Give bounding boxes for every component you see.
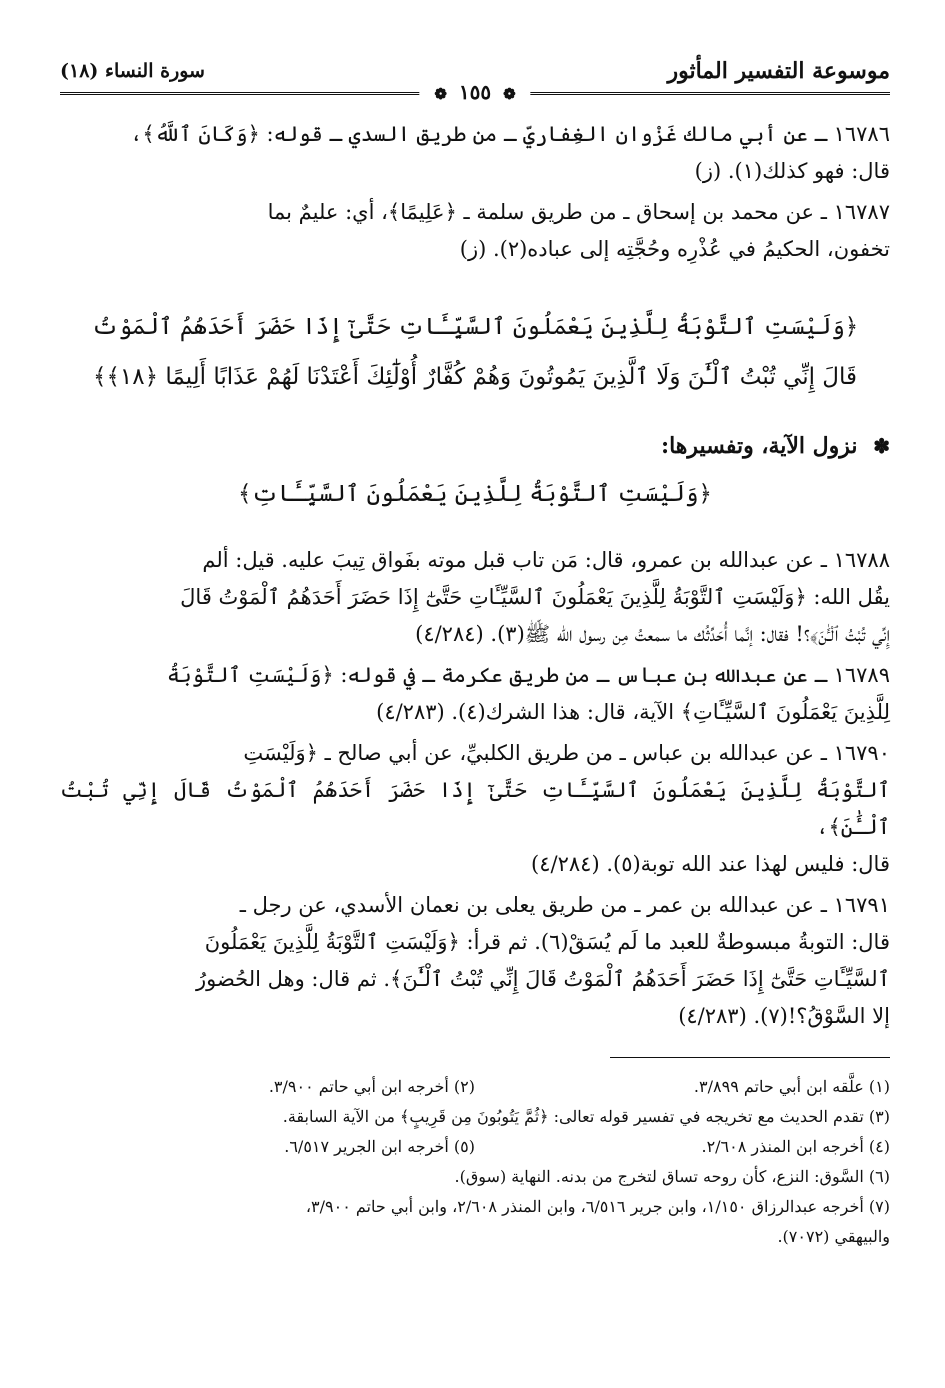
entry-line: لِلَّذِينَ يَعْمَلُونَ ٱلسَّيِّـَٔاتِ﴾ الآية، قال: هذا الشرك(٤). (٤/٢٨٣) [376,700,890,724]
entry-16787 [60,194,890,268]
section-title: نزول الآية، وتفسيرها: [660,433,858,459]
entry-line: يقُل الله: ﴿وَلَيْسَتِ ٱلتَّوْبَةُ لِلَّذِينَ يَعْمَلُونَ ٱلسَّيِّـَٔاتِ حَتَّىٰٓ إِذَا حَضَرَ أَحَدَهُمُ ٱلْمَوْتُ قَالَ [180,585,890,609]
entry-line: ٱلسَّيِّـَٔاتِ حَتَّىٰٓ إِذَا حَضَرَ أَحَدَهُمُ ٱلْمَوْتُ قَالَ إِنِّي تُبْتُ ٱلْـَٰٔنَ﴾. ثم قال: وهل الحُضورُ [195,967,890,991]
book-page [60,50,890,1252]
footnotes [60,1072,890,1252]
page-number: ١٥٥ [458,80,492,104]
entry-line: ١٦٧٨٩ ـ عن عبدالله بن عباس ـ من طريق عكرمة ـ في قوله: ﴿وَلَيْسَتِ ٱلتَّوْبَةُ [167,663,890,687]
entry-line: قال: فليس لهذا عند الله توبة(٥). (٤/٢٨٤) [531,852,890,876]
entry-16789 [60,657,890,731]
footnote-7-line: والبيهقي (٧٠٧٢). [777,1227,890,1246]
ornament-icon: ❁ [434,85,447,103]
main-entries [60,542,890,1035]
entry-16790 [60,735,890,883]
book-title: موسوعة التفسير المأثور [667,58,890,84]
entry-line: قال: فهو كذلك(١). (ز) [694,159,890,183]
entry-line: ١٦٧٨٧ ـ عن محمد بن إسحاق ـ من طريق سلمة ـ ﴿عَلِيمًا﴾، أي: عليمٌ بما [267,200,890,224]
top-entries [60,116,890,268]
page-number-box [419,80,530,104]
entry-16788 [60,542,890,653]
footnote-6: (٦) السَّوق: النزع، كأن روحه تساق لتخرج من بدنه. النهاية (سوق). [454,1167,890,1186]
entry-line: إلا السَّوْقُ؟!(٧). (٤/٢٨٣) [678,1004,890,1028]
entry-line: ١٦٧٩١ ـ عن عبدالله بن عمر ـ من طريق يعلى بن نعمان الأسدي، عن رجل ـ [239,893,890,917]
footnote-divider [610,1057,890,1058]
entry-line: ٱلتَّوْبَةُ لِلَّذِينَ يَعْمَلُونَ ٱلسَّيِّـَٔاتِ حَتَّىٰٓ إِذَا حَضَرَ أَحَدَهُمُ ٱلْمَوْتُ قَالَ إِنِّي تُبْتُ ٱلْـَٰٔنَ﴾، [60,778,890,839]
surah-label: سورة النساء (١٨) [60,60,205,82]
entry-line: ١٦٧٨٦ ـ عن أبي مالك غَزْوان الغِفاريِّ ـ من طريق السدي ـ قوله: ﴿وَكَانَ ٱللَّهُ﴾، [130,122,890,146]
entry-line: ١٦٧٨٨ ـ عن عبدالله بن عمرو، قال: مَن تاب قبل موته بفَواق تِيبَ عليه. قيل: ألم [202,548,890,572]
entry-16791 [60,887,890,1035]
footnote-1: (١) علَّقه ابن أبي حاتم ٣/٨٩٩. [693,1077,890,1096]
verse-line: ﴿وَلَيْسَتِ ٱلتَّوْبَةُ لِلَّذِينَ يَعْمَلُونَ ٱلسَّيِّـَٔاتِ حَتَّىٰٓ إِذَا حَضَرَ أَحَدَهُمُ ٱلْمَوْتُ [91,314,859,340]
entry-line: قال: التوبةُ مبسوطةٌ للعبد ما لَم يُسَقْ(٦). ثم قرأ: ﴿وَلَيْسَتِ ٱلتَّوْبَةُ لِلَّذِينَ يَعْمَلُونَ [204,930,890,954]
footnote-5: (٥) أخرجه ابن الجرير ٦/٥١٧. [284,1137,475,1156]
verse-line: قَالَ إِنِّي تُبْتُ ٱلْـَٰٔنَ وَلَا ٱلَّذِينَ يَمُوتُونَ وَهُمْ كُفَّارٌ أُوْلَٰٓئِكَ أَعْتَدْنَا لَهُمْ عَذَابًا أَلِيمًا ﴿١٨﴾﴾ [92,364,858,390]
section-heading [60,428,890,464]
sub-verse: ﴿وَلَيْسَتِ ٱلتَّوْبَةُ لِلَّذِينَ يَعْمَلُونَ ٱلسَّيِّـَٔاتِ﴾ [238,481,712,507]
entry-line: ١٦٧٩٠ ـ عن عبدالله بن عباس ـ من طريق الكلبيِّ، عن أبي صالح ـ ﴿وَلَيْسَتِ [243,741,890,765]
footnote-row [60,1072,890,1102]
footnote-3: (٣) تقدم الحديث مع تخريجه في تفسير قوله تعالى: ﴿ثُمَّ يَتُوبُونَ مِن قَرِيبٍ﴾ من الآية السابقة. [282,1107,890,1126]
entry-line: تخفون، الحكيمُ في عُذْرِه وحُجَّتِه إلى عباده(٢). (ز) [459,237,890,261]
entry-16786 [60,116,890,190]
footnote-2: (٢) أخرجه ابن أبي حاتم ٣/٩٠٠. [268,1077,475,1096]
footnote-7 [60,1192,890,1252]
ornament-icon: ❁ [503,85,516,103]
running-header [60,50,890,104]
entry-line: إِنِّي تُبْتُ ٱلْـَٰٔنَ﴾؟! فقال: إنَّما أُحَدِّثُك ما سمعتُ مِن رسول الله ﷺ(٣). (٤/٢٨٤) [415,622,890,646]
footnote-4: (٤) أخرجه ابن المنذر ٢/٦٠٨. [701,1137,890,1156]
star-icon: ✽ [873,434,890,458]
quran-verse [60,302,890,402]
footnote-row [60,1132,890,1162]
footnote-7-line: (٧) أخرجه عبدالرزاق ١/١٥٠، وابن جرير ٦/٥١٦، وابن المنذر ٢/٦٠٨، وابن أبي حاتم ٣/٩٠٠، [305,1197,890,1216]
